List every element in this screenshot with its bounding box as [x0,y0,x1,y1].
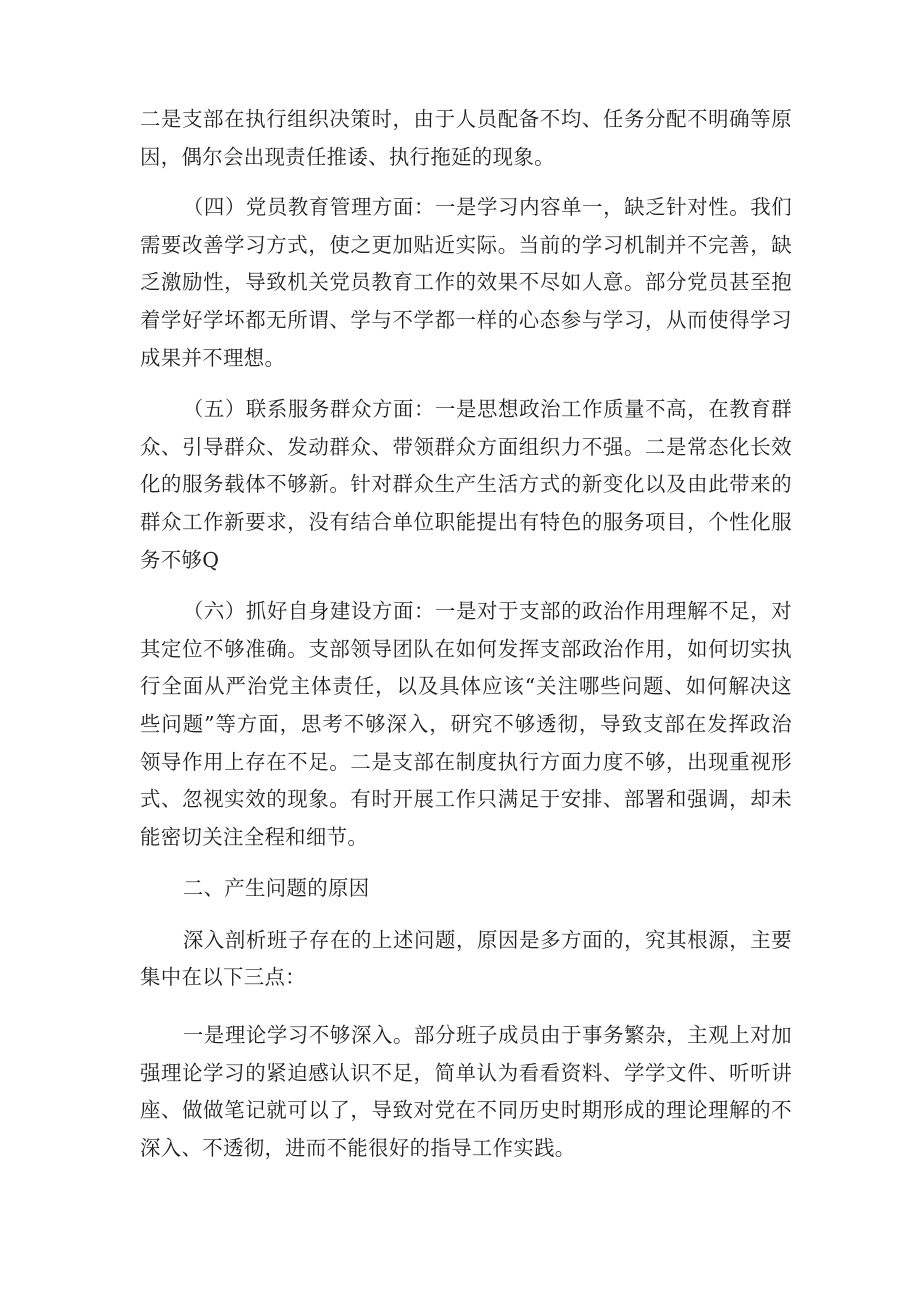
paragraph-self-building: （六）抓好自身建设方面：一是对于支部的政治作用理解不足，对其定位不够准确。支部领导团队在如何发挥支部政治作用，如何切实执行全面从严治党主体责任，以及具体应该“关注哪些问题、如何解决这些问题”等方面，思考不够深入，研究不够透彻，导致支部在发挥政治领导作用上存在不足。二是支部在制度执行方面力度不够，出现重视形式、忽视实效的现象。有时开展工作只满足于安排、部署和强调，却未能密切关注全程和细节。 [140,599,792,849]
document-body [140,101,792,1167]
paragraph-branch-execution: 二是支部在执行组织决策时，由于人员配备不均、任务分配不明确等原因，偶尔会出现责任推诿、执行拖延的现象。 [140,107,792,169]
section-heading-causes: 二、产生问题的原因 [182,876,370,901]
paragraph-member-education: （四）党员教育管理方面：一是学习内容单一，缺乏针对性。我们需要改善学习方式，使之更加贴近实际。当前的学习机制并不完善，缺乏激励性，导致机关党员教育工作的效果不尽如人意。部分党员甚至抱着学好学坏都无所谓、学与不学都一样的心态参与学习，从而使得学习成果并不理想。 [140,195,792,370]
paragraph-causes-intro: 深入剖析班子存在的上述问题，原因是多方面的，究其根源，主要集中在以下三点： [140,927,792,990]
paragraph-serving-masses: （五）联系服务群众方面：一是思想政治工作质量不高，在教育群众、引导群众、发动群众、带领群众方面组织力不强。二是常态化长效化的服务载体不够新。针对群众生产生活方式的新变化以及由此带来的群众工作新要求，没有结合单位职能提出有特色的服务项目，个性化服务不够Q [140,397,792,572]
paragraph-theory-study: 一是理论学习不够深入。部分班子成员由于事务繁杂，主观上对加强理论学习的紧迫感认识不足，简单认为看看资料、学学文件、听听讲座、做做笔记就可以了，导致对党在不同历史时期形成的理论理解的不深入、不透彻，进而不能很好的指导工作实践。 [140,1023,792,1160]
